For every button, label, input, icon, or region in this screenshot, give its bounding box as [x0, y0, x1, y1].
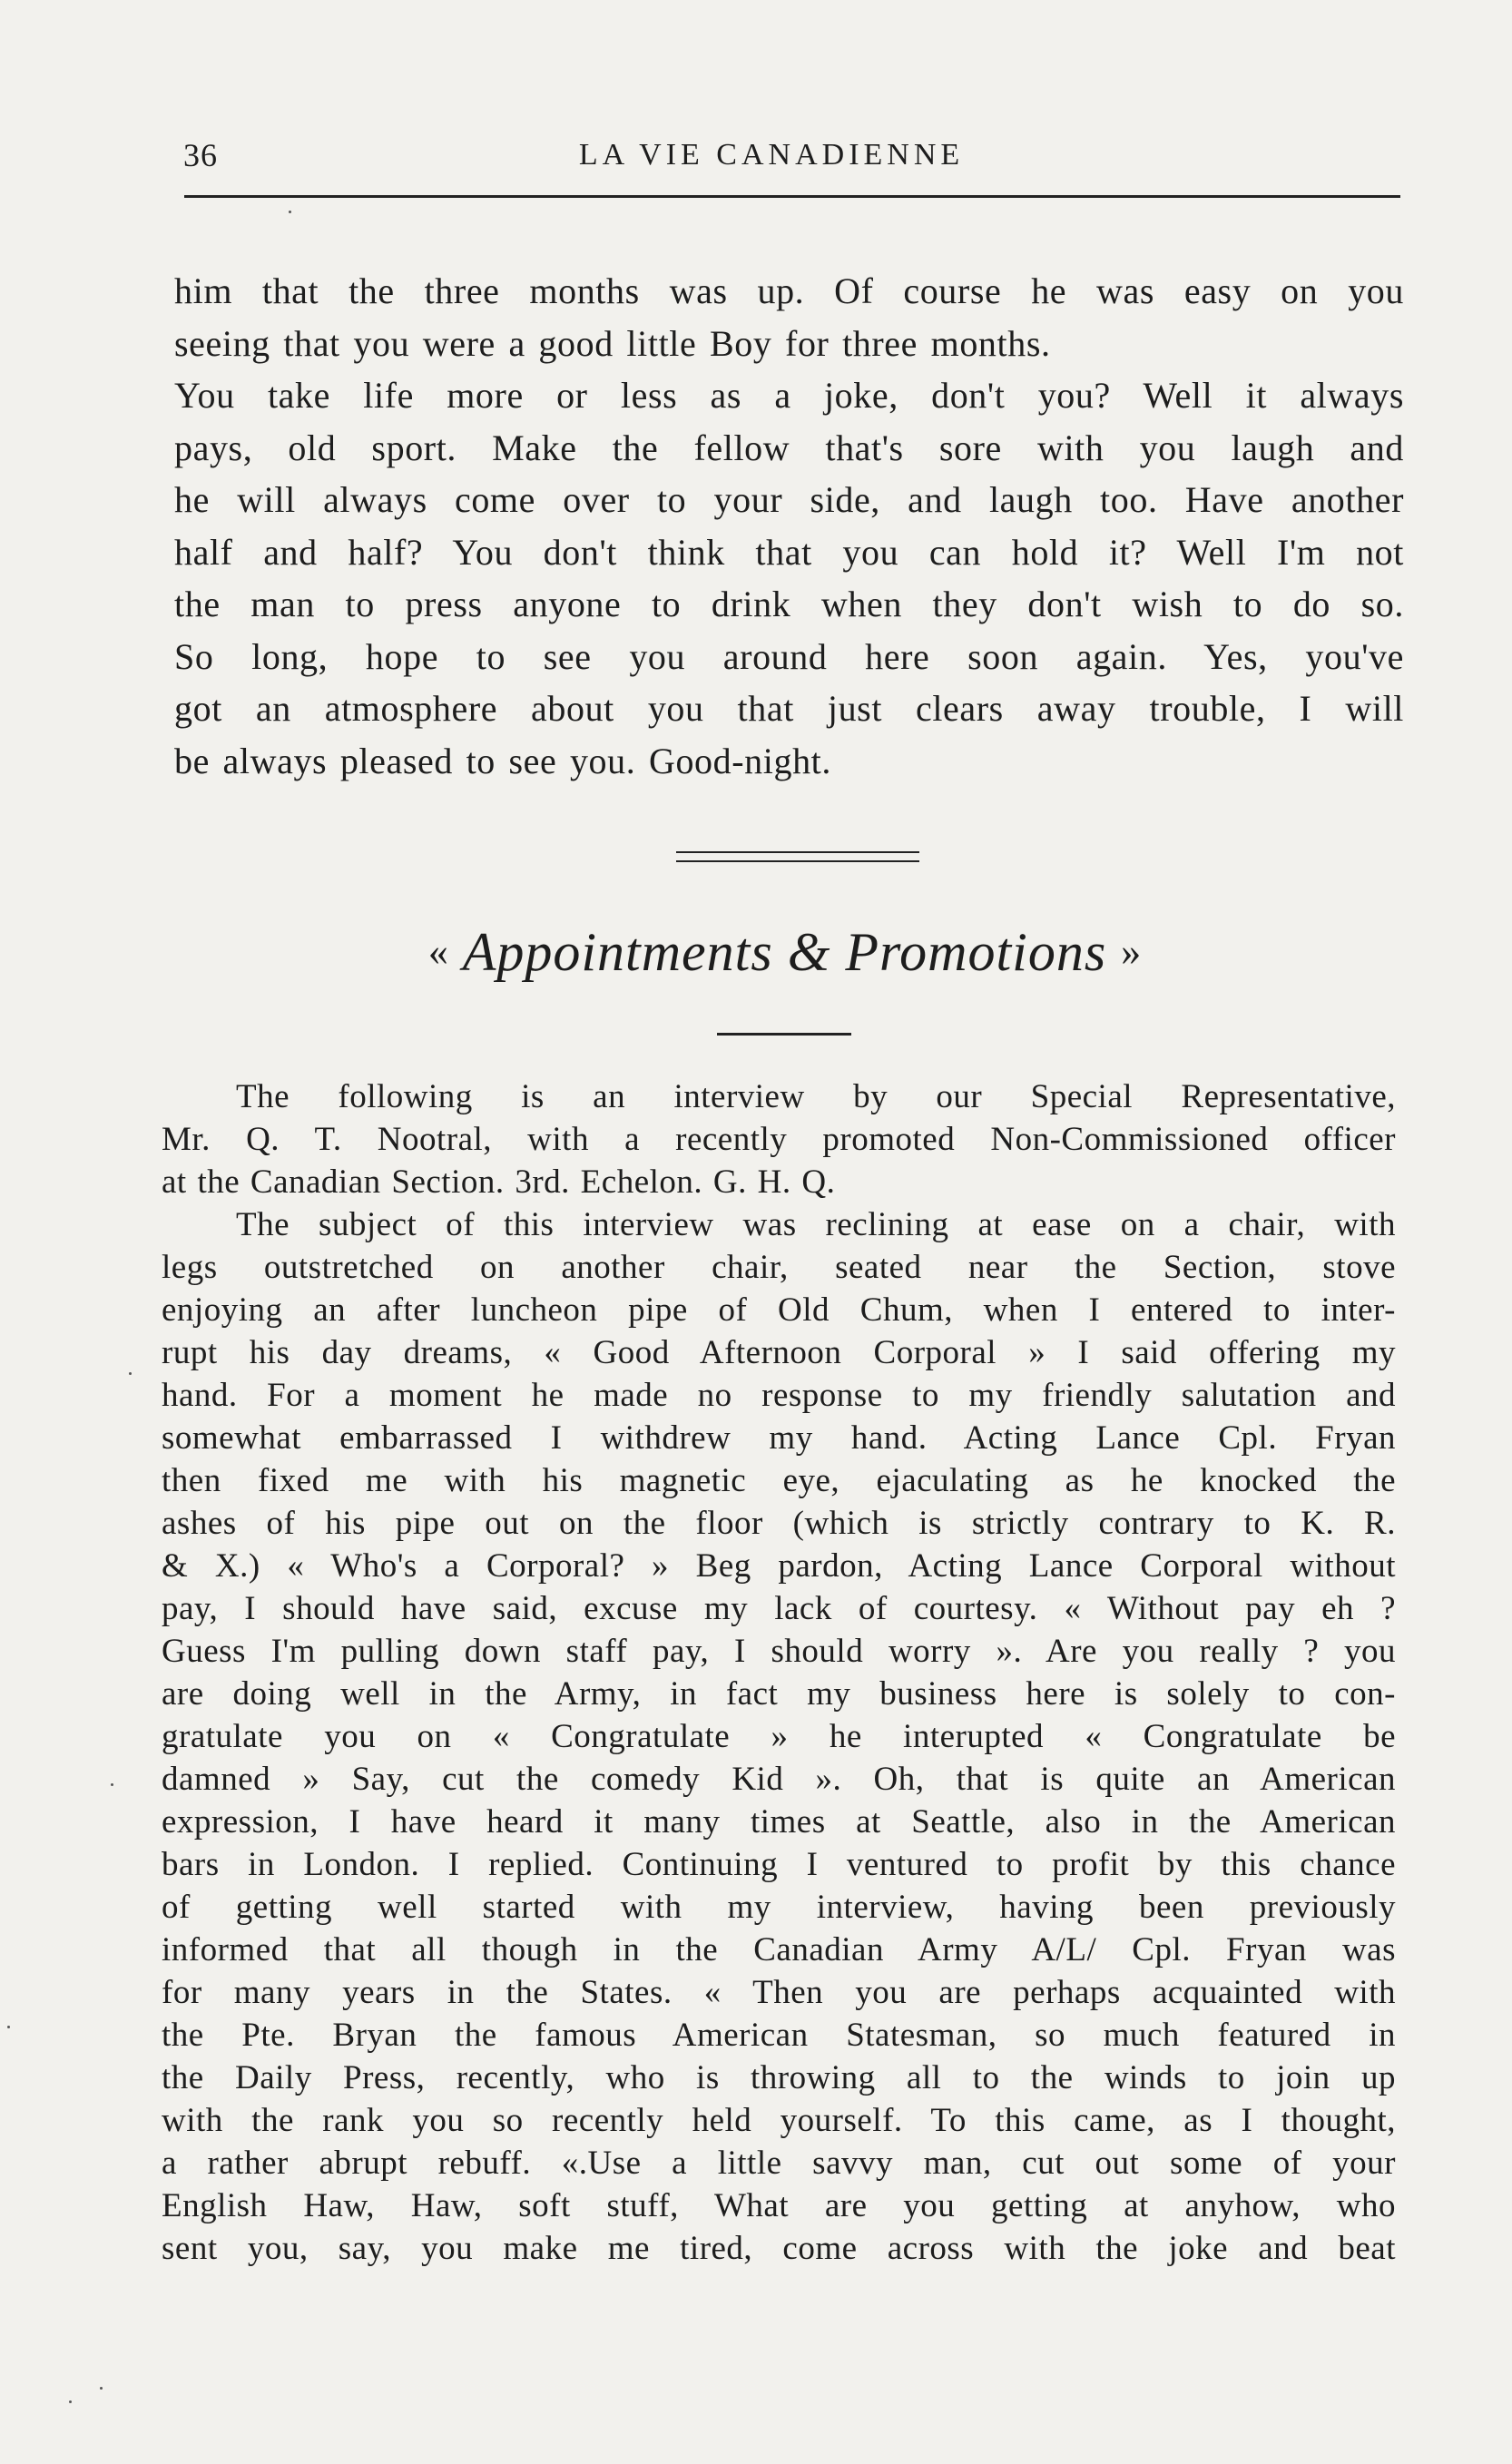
scan-speck: [289, 211, 291, 213]
article-line: somewhat embarrassed I withdrew my hand. Acting Lance Cpl. Fryan: [162, 1419, 1396, 1457]
article-line: the Daily Press, recently, who is throwing all to the winds to join up: [162, 2059, 1396, 2096]
text-line: seeing that you were a good little Boy for three months.: [174, 322, 1051, 364]
article-line: the Pte. Bryan the famous American Statesman, so much featured in: [162, 2017, 1396, 2054]
title-underline-rule: [717, 1033, 851, 1036]
continued-text: [174, 265, 1404, 787]
text-line: him that the three months was up. Of course he was easy on you: [174, 270, 1404, 311]
article-line: pay, I should have said, excuse my lack of courtesy. « Without pay eh ?: [162, 1590, 1396, 1627]
article-line: The subject of this interview was reclining at ease on a chair, with: [236, 1206, 1396, 1243]
scan-speck: [69, 2400, 72, 2403]
article-line: expression, I have heard it many times at Seattle, also in the American: [162, 1803, 1396, 1841]
scan-speck: [129, 1372, 132, 1375]
article-line: Mr. Q. T. Nootral, with a recently promoted Non-Commissioned officer: [162, 1121, 1396, 1158]
article-line: at the Canadian Section. 3rd. Echelon. G. H. Q.: [162, 1163, 836, 1201]
article-line: bars in London. I replied. Continuing I ventured to profit by this chance: [162, 1846, 1396, 1883]
running-title: LA VIE CANADIENNE: [578, 138, 965, 172]
article-line: Guess I'm pulling down staff pay, I should worry ». Are you really ? you: [162, 1633, 1396, 1670]
article-line: informed that all though in the Canadian Army A/L/ Cpl. Fryan was: [162, 1931, 1396, 1968]
text-line: be always pleased to see you. Good-night.: [174, 740, 831, 781]
article-line: & X.) « Who's a Corporal? » Beg pardon, Acting Lance Corporal without: [162, 1547, 1396, 1585]
article-line: with the rank you so recently held yourself. To this came, as I thought,: [162, 2102, 1396, 2139]
header-rule: [184, 195, 1400, 198]
section-title: Appointments & Promotions: [462, 922, 1107, 982]
article-line: are doing well in the Army, in fact my business here is solely to con-: [162, 1675, 1396, 1713]
text-line: the man to press anyone to drink when they don't wish to do so.: [174, 584, 1404, 624]
section-separator: [676, 851, 919, 862]
article-line: hand. For a moment he made no response to my friendly salutation and: [162, 1377, 1396, 1414]
article-line: English Haw, Haw, soft stuff, What are you getting at anyhow, who: [162, 2187, 1396, 2224]
article-line: for many years in the States. « Then you are perhaps acquainted with: [162, 1974, 1396, 2011]
section-heading: [182, 921, 1389, 984]
text-line: half and half? You don't think that you can hold it? Well I'm not: [174, 531, 1404, 573]
article-line: ashes of his pipe out on the floor (which is strictly contrary to K. R.: [162, 1505, 1396, 1542]
article-line: then fixed me with his magnetic eye, ejaculating as he knocked the: [162, 1462, 1396, 1499]
article-line: sent you, say, you make me tired, come across with the joke and beat: [162, 2230, 1396, 2267]
article-line: legs outstretched on another chair, seated near the Section, stove: [162, 1249, 1396, 1286]
text-line: he will always come over to your side, and laugh too. Have another: [174, 479, 1404, 520]
close-quote: »: [1121, 929, 1143, 974]
open-quote: «: [427, 929, 449, 974]
article-line: gratulate you on « Congratulate » he interupted « Congratulate be: [162, 1718, 1396, 1755]
text-line: You take life more or less as a joke, don't you? Well it always: [174, 375, 1404, 416]
scan-speck: [111, 1783, 113, 1786]
text-line: So long, hope to see you around here soon again. Yes, you've: [174, 635, 1404, 677]
page-header: [182, 136, 1402, 191]
scan-speck: [7, 2026, 10, 2028]
article-line: damned » Say, cut the comedy Kid ». Oh, that is quite an American: [162, 1761, 1396, 1798]
text-line: got an atmosphere about you that just clears away trouble, I will: [174, 688, 1404, 729]
article-line: enjoying an after luncheon pipe of Old Chum, when I entered to inter-: [162, 1291, 1396, 1329]
article-line: rupt his day dreams, « Good Afternoon Corporal » I said offering my: [162, 1334, 1396, 1371]
article-body: [162, 1075, 1396, 2270]
article-line: The following is an interview by our Special Representative,: [236, 1078, 1396, 1115]
scan-speck: [100, 2387, 103, 2390]
page-number: 36: [183, 137, 218, 173]
article-line: of getting well started with my interview, having been previously: [162, 1889, 1396, 1926]
text-line: pays, old sport. Make the fellow that's sore with you laugh and: [174, 427, 1404, 468]
article-line: a rather abrupt rebuff. «.Use a little savvy man, cut out some of your: [162, 2145, 1396, 2182]
